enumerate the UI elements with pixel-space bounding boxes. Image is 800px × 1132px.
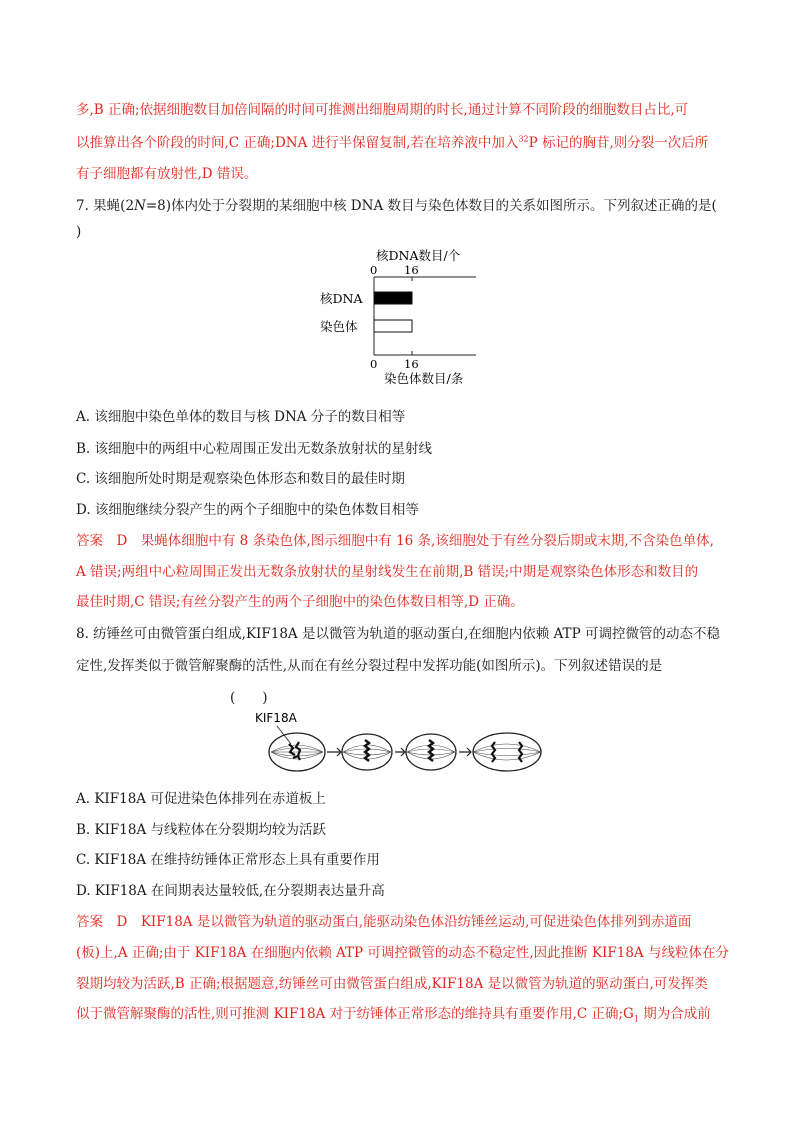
- cell-metaphase: [342, 734, 392, 770]
- cell-metaphase-2: [406, 734, 456, 770]
- kif18a-label: KIF18A: [255, 711, 297, 725]
- cell-anaphase: [473, 733, 541, 771]
- text-fragment: 期为合成前: [638, 1006, 711, 1022]
- answer-7-line: A 错误;两组中心粒周围正发出无数条放射状的星射线发生在前期,B 错误;中期是观察染色体形态和数目的: [76, 564, 699, 580]
- text-line: 多,B 正确;依据细胞数目加倍间隔的时间可推测出细胞周期的时长,通过计算不同阶段的细胞数目占比,可: [76, 102, 689, 118]
- superscript: 32: [518, 134, 529, 144]
- text-fragment: P 标记的胸苷,则分裂一次后所: [528, 135, 709, 151]
- question-8-paren: ( ): [230, 690, 268, 706]
- answer-8-line: [76, 1004, 736, 1024]
- text-fragment: =8)体内处于分裂期的某细胞中核 DNA 数目与染色体数目的关系如图所示。下列叙述正确的是(: [145, 198, 717, 214]
- text-line: [76, 133, 736, 153]
- arrow-icon: [327, 748, 341, 756]
- category-label: 染色体: [320, 319, 358, 334]
- tick-label: 16: [404, 357, 419, 371]
- question-8-stem: 定性,发挥类似于微管解聚酶的活性,从而在有丝分裂过程中发挥功能(如图所示)。下列叙述错误的是: [76, 658, 663, 674]
- tick-label: 16: [404, 263, 419, 277]
- text-fragment: 以推算出各个阶段的时间,C 正确;DNA 进行半保留复制,若在培养液中加入: [76, 135, 519, 151]
- text-fragment: 似于微管解聚酶的活性,则可推测 KIF18A 对于纺锤体正常形态的维持具有重要作用,C 正确;G: [76, 1006, 634, 1022]
- bottom-axis-label: 染色体数目/条: [384, 371, 464, 386]
- answer-7-line: 答案 D 果蝇体细胞中有 8 条染色体,图示细胞中有 16 条,该细胞处于有丝分裂后期或末期,不含染色单体,: [76, 533, 714, 549]
- arrow-icon: [459, 748, 471, 756]
- bar-chart: [318, 248, 488, 388]
- text-fragment: 7. 果蝇(2: [76, 198, 135, 214]
- option-b: B. KIF18A 与线粒体在分裂期均较为活跃: [76, 822, 327, 838]
- option-a: A. 该细胞中染色单体的数目与核 DNA 分子的数目相等: [76, 409, 406, 425]
- answer-8-line: 答案 D KIF18A 是以微管为轨道的驱动蛋白,能驱动染色体沿纺锤丝运动,可促进染色体排列到赤道面: [76, 914, 692, 930]
- tick-label: 0: [370, 357, 378, 371]
- option-d: D. 该细胞继续分裂产生的两个子细胞中的染色体数目相等: [76, 502, 419, 518]
- italic-n: N: [134, 198, 146, 214]
- answer-7-line: 最佳时期,C 错误;有丝分裂产生的两个子细胞中的染色体数目相等,D 正确。: [76, 594, 524, 610]
- subscript: 1: [633, 1014, 639, 1024]
- option-c: C. KIF18A 在维持纺锤体正常形态上具有重要作用: [76, 852, 380, 868]
- text-line: 有子细胞都有放射性,D 错误。: [76, 166, 258, 182]
- category-label: 核DNA: [320, 291, 363, 306]
- option-d: D. KIF18A 在间期表达量较低,在分裂期表达量升高: [76, 883, 385, 899]
- arrow-icon: [395, 748, 405, 756]
- question-7-paren: ): [76, 224, 82, 240]
- option-b: B. 该细胞中的两组中心粒周围正发出无数条放射状的星射线: [76, 441, 433, 457]
- answer-8-line: 裂期均较为活跃,B 正确;根据题意,纺锤丝可由微管蛋白组成,KIF18A 是以微管为轨道的驱动蛋白,可发挥类: [76, 976, 708, 992]
- mitosis-figure: [255, 710, 555, 780]
- bar-dna: [374, 292, 412, 304]
- option-a: A. KIF18A 可促进染色体排列在赤道板上: [76, 791, 326, 807]
- answer-8-line: (板)上,A 正确;由于 KIF18A 在细胞内依赖 ATP 可调控微管的动态不稳定性,因此推断 KIF18A 与线粒体在分: [76, 945, 729, 961]
- option-c: C. 该细胞所处时期是观察染色体形态和数目的最佳时期: [76, 471, 405, 487]
- cell-prometaphase: [269, 726, 325, 771]
- tick-label: 0: [370, 263, 378, 277]
- question-8-stem: 8. 纺锤丝可由微管蛋白组成,KIF18A 是以微管为轨道的驱动蛋白,在细胞内依赖 ATP 可调控微管的动态不稳: [76, 626, 720, 642]
- bar-chromosome: [374, 320, 412, 332]
- question-7-stem: [76, 196, 736, 216]
- top-axis-label: 核DNA数目/个: [376, 248, 461, 263]
